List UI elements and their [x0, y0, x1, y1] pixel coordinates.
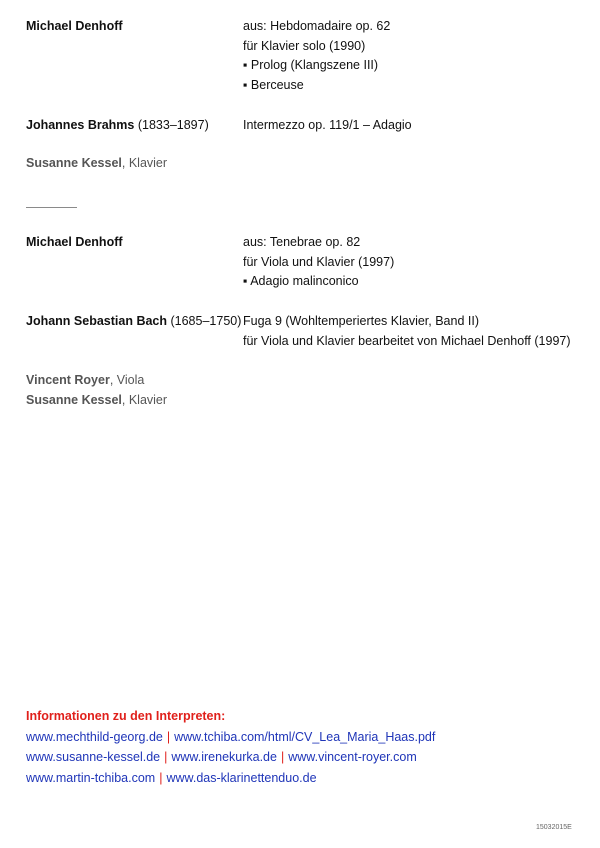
document-code: 15032015E: [536, 824, 572, 831]
work-line: aus: Tenebrae op. 82: [243, 235, 361, 249]
link-lea-maria-haas-cv[interactable]: www.tchiba.com/html/CV_Lea_Maria_Haas.pdf: [174, 729, 436, 744]
work-details: [243, 17, 390, 95]
performer: [26, 391, 167, 411]
info-title: Informationen zu den Interpreten:: [26, 709, 226, 723]
performer: [26, 371, 167, 391]
work-details: [243, 312, 571, 351]
link-vincent-royer[interactable]: www.vincent-royer.com: [288, 750, 417, 764]
link-separator: |: [164, 750, 168, 764]
performer-instrument: , Klavier: [121, 156, 168, 170]
composer: [26, 312, 241, 332]
composer-name: Johann Sebastian Bach: [26, 314, 168, 328]
work-line: für Klavier solo (1990): [243, 38, 366, 53]
performer-name: Susanne Kessel: [26, 156, 122, 170]
work-movement: ▪ Adagio malinconico: [243, 274, 359, 288]
composer: [26, 233, 123, 253]
work-line: aus: Hebdomadaire op. 62: [243, 19, 391, 33]
performer-info-section: [26, 706, 435, 788]
link-line: [26, 747, 435, 768]
performers: [26, 371, 167, 410]
composer: [26, 116, 209, 136]
section-divider: [26, 207, 77, 208]
work-movement: ▪ Berceuse: [243, 77, 304, 92]
work-movement: ▪ Prolog (Klangszene III): [243, 58, 379, 72]
composer-name: Michael Denhoff: [26, 19, 123, 33]
performer: [26, 154, 167, 174]
link-separator: |: [280, 750, 285, 764]
performer-name: Susanne Kessel: [26, 392, 122, 407]
composer-name: Michael Denhoff: [26, 235, 123, 249]
work-line: für Viola und Klavier bearbeitet von Michael Denhoff (1997): [243, 333, 571, 348]
performer-name: Vincent Royer: [26, 373, 110, 387]
link-line: [26, 727, 435, 748]
composer: [26, 17, 123, 37]
link-separator: |: [166, 729, 171, 744]
work-line: Fuga 9 (Wohltemperiertes Klavier, Band II): [243, 314, 479, 328]
performer-instrument: , Viola: [109, 373, 145, 387]
composer-name: Johannes Brahms: [26, 118, 135, 132]
link-line: [26, 768, 435, 789]
composer-dates: (1833–1897): [134, 118, 209, 132]
work-details: [243, 116, 412, 136]
work-details: [243, 233, 394, 292]
link-mechthild-georg[interactable]: www.mechthild-georg.de: [26, 729, 163, 744]
link-martin-tchiba[interactable]: www.martin-tchiba.com: [26, 770, 156, 785]
performer-instrument: , Klavier: [121, 392, 168, 407]
link-klarinettenduo[interactable]: www.das-klarinettenduo.de: [166, 770, 317, 785]
work-line: Intermezzo op. 119/1 – Adagio: [243, 118, 412, 132]
link-susanne-kessel[interactable]: www.susanne-kessel.de: [26, 750, 161, 764]
link-irene-kurka[interactable]: www.irenekurka.de: [171, 750, 277, 764]
performers: [26, 154, 167, 174]
composer-dates: (1685–1750): [167, 314, 242, 328]
work-line: für Viola und Klavier (1997): [243, 254, 395, 269]
link-separator: |: [159, 770, 163, 785]
